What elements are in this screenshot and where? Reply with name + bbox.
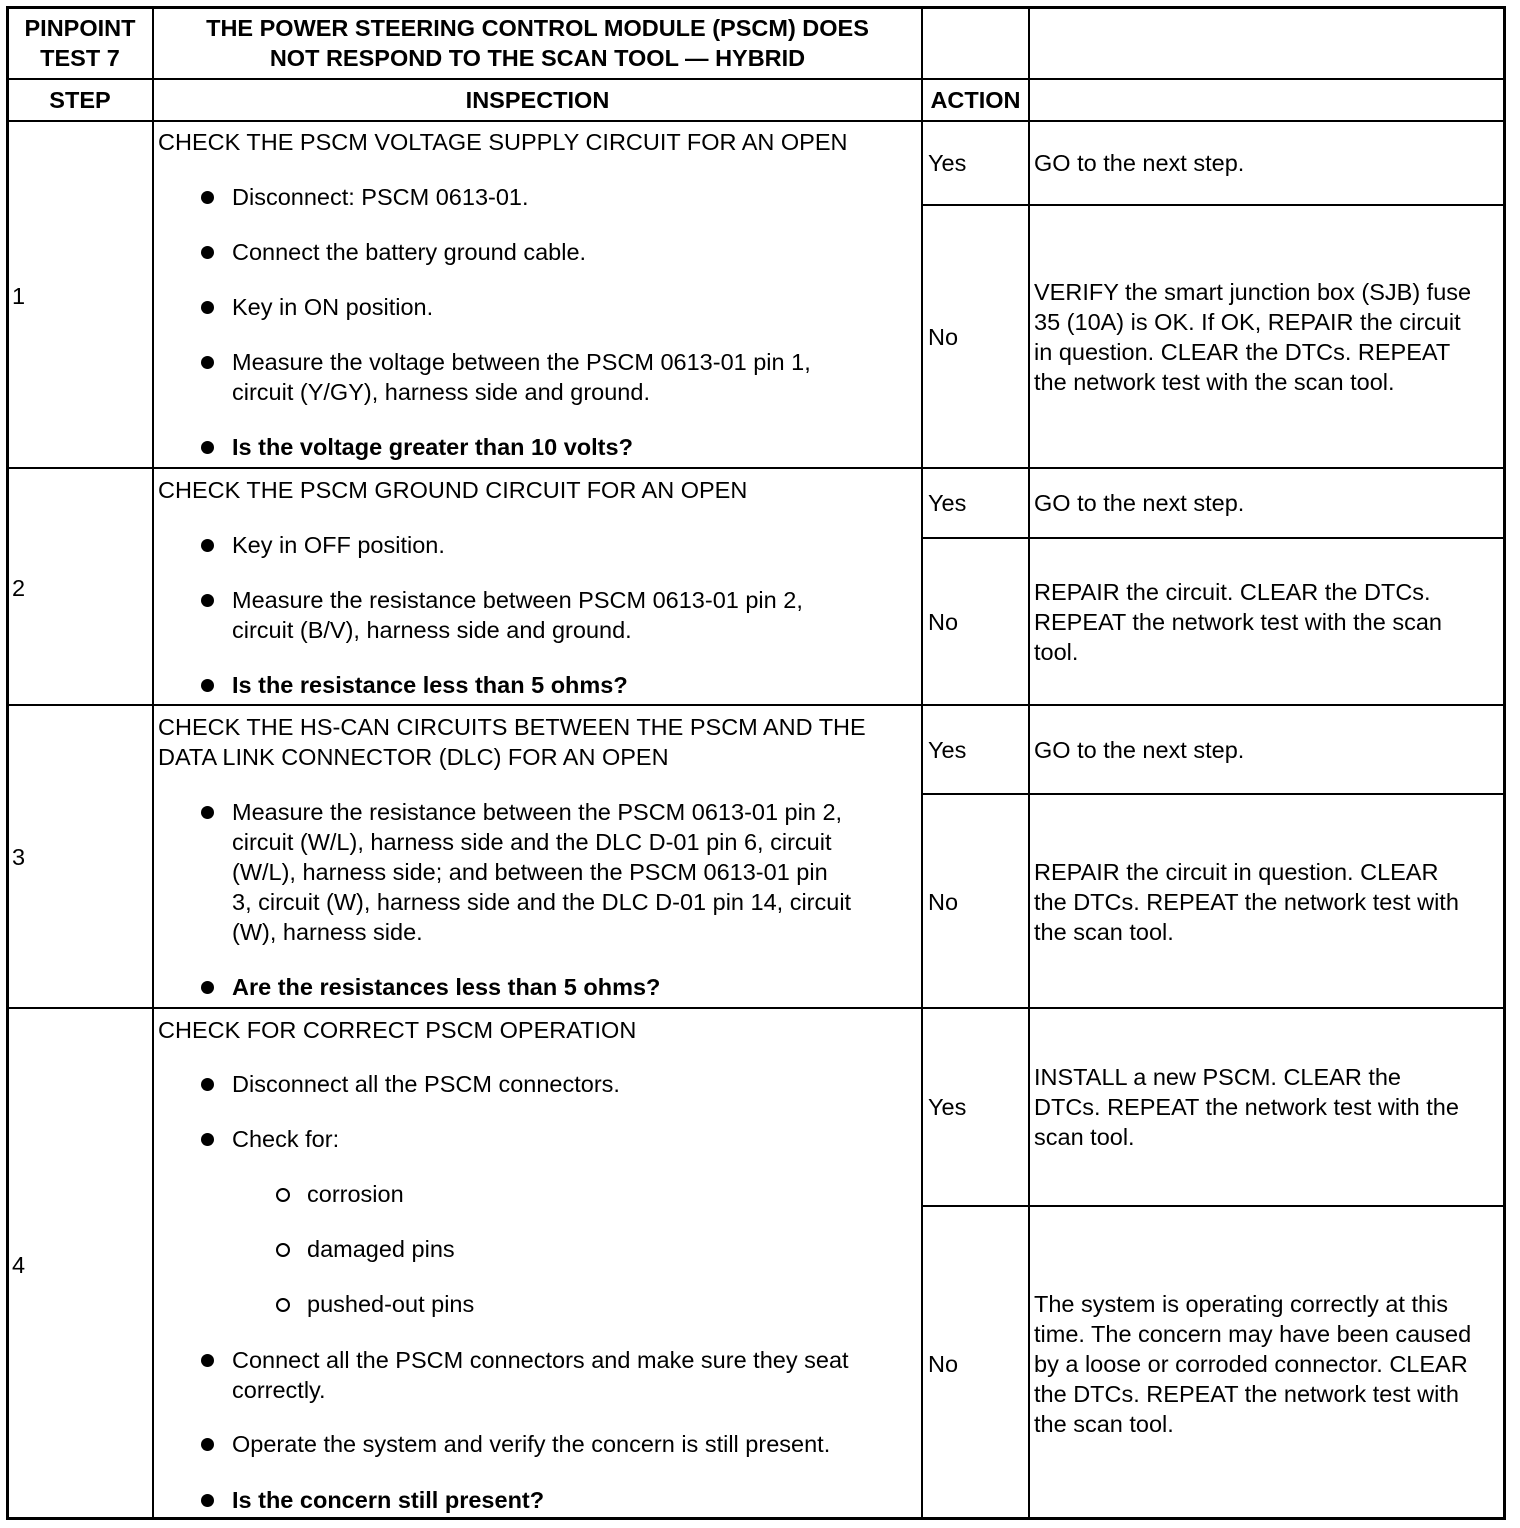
bullet-icon xyxy=(201,441,214,454)
list-item: Operate the system and verify the concern is still present. xyxy=(232,1431,831,1457)
yes-action: GO to the next step. xyxy=(1034,737,1245,763)
bullet-icon xyxy=(201,679,214,692)
yes-action: INSTALL a new PSCM. CLEAR the DTCs. REPEAT the network test with the scan tool. xyxy=(1034,1064,1459,1150)
divider xyxy=(8,1007,1504,1009)
question: Is the resistance less than 5 ohms? xyxy=(232,672,628,698)
bullet-icon xyxy=(201,301,214,314)
sub-list-item: pushed-out pins xyxy=(307,1291,475,1317)
step-number: 2 xyxy=(12,575,26,601)
yes-label: Yes xyxy=(928,737,967,763)
bullet-icon xyxy=(201,539,214,552)
step-title: CHECK THE PSCM VOLTAGE SUPPLY CIRCUIT FOR AN OPEN xyxy=(158,129,848,155)
list-item: Key in OFF position. xyxy=(232,532,445,558)
sub-list-item: corrosion xyxy=(307,1181,404,1207)
list-item: Measure the resistance between PSCM 0613-01 pin 2, circuit (B/V), harness side and ground. xyxy=(232,587,803,643)
step-title: CHECK FOR CORRECT PSCM OPERATION xyxy=(158,1017,637,1043)
bullet-icon xyxy=(201,1438,214,1451)
bullet-icon xyxy=(201,1494,214,1507)
step-number: 4 xyxy=(12,1252,26,1278)
yes-action: GO to the next step. xyxy=(1034,490,1245,516)
yes-label: Yes xyxy=(928,490,967,516)
bullet-icon xyxy=(201,246,214,259)
bullet-icon xyxy=(201,981,214,994)
divider xyxy=(8,120,1504,122)
no-action: REPAIR the circuit. CLEAR the DTCs. REPEAT the network test with the scan tool. xyxy=(1034,579,1442,665)
page-title: THE POWER STEERING CONTROL MODULE (PSCM) DOES NOT RESPOND TO THE SCAN TOOL — HYBRID xyxy=(206,15,869,71)
list-item: Connect all the PSCM connectors and make sure they seat correctly. xyxy=(232,1347,849,1403)
divider xyxy=(921,1205,1504,1207)
sub-bullet-icon xyxy=(276,1243,290,1257)
bullet-icon xyxy=(201,1078,214,1091)
divider xyxy=(152,8,154,1518)
divider xyxy=(921,537,1504,539)
step-number: 3 xyxy=(12,844,26,870)
no-label: No xyxy=(928,609,959,635)
question: Is the concern still present? xyxy=(232,1487,545,1513)
bullet-icon xyxy=(201,1354,214,1367)
pinpoint-label: PINPOINT TEST 7 xyxy=(24,15,136,71)
no-action: The system is operating correctly at this time. The concern may have been caused by a loose or corroded connector. CLEAR the DTCs. REPEAT the network test with the scan tool. xyxy=(1034,1291,1472,1437)
divider xyxy=(8,78,1504,80)
no-label: No xyxy=(928,324,959,350)
column-header-action: ACTION xyxy=(930,87,1021,113)
no-action: VERIFY the smart junction box (SJB) fuse 35 (10A) is OK. If OK, REPAIR the circuit in question. CLEAR the DTCs. REPEAT the network test with the scan tool. xyxy=(1034,279,1472,395)
list-item: Measure the resistance between the PSCM 0613-01 pin 2, circuit (W/L), harness side and the DLC D-01 pin 6, circuit (W/L), harness side; and between the PSCM 0613-01 pin 3, circuit (W), harness side and the DLC D-01 pin 14, circuit (W), harness side. xyxy=(232,799,852,945)
step-number: 1 xyxy=(12,283,26,309)
column-header-step: STEP xyxy=(49,87,111,113)
bullet-icon xyxy=(201,356,214,369)
divider xyxy=(921,793,1504,795)
bullet-icon xyxy=(201,191,214,204)
yes-action: GO to the next step. xyxy=(1034,150,1245,176)
bullet-icon xyxy=(201,806,214,819)
sub-bullet-icon xyxy=(276,1298,290,1312)
step-title: CHECK THE HS-CAN CIRCUITS BETWEEN THE PSCM AND THE DATA LINK CONNECTOR (DLC) FOR AN OPEN xyxy=(158,714,866,770)
list-item: Connect the battery ground cable. xyxy=(232,239,587,265)
sub-list-item: damaged pins xyxy=(307,1236,455,1262)
list-item: Disconnect: PSCM 0613-01. xyxy=(232,184,529,210)
bullet-icon xyxy=(201,1133,214,1146)
divider xyxy=(1028,8,1030,1518)
question: Is the voltage greater than 10 volts? xyxy=(232,434,633,460)
sub-bullet-icon xyxy=(276,1188,290,1202)
divider xyxy=(8,467,1504,469)
no-action: REPAIR the circuit in question. CLEAR the DTCs. REPEAT the network test with the scan tool. xyxy=(1034,859,1459,945)
list-item: Check for: xyxy=(232,1126,340,1152)
bullet-icon xyxy=(201,594,214,607)
column-header-inspection: INSPECTION xyxy=(465,87,610,113)
yes-label: Yes xyxy=(928,1094,967,1120)
divider xyxy=(921,204,1504,206)
divider xyxy=(8,704,1504,706)
step-title: CHECK THE PSCM GROUND CIRCUIT FOR AN OPEN xyxy=(158,477,748,503)
no-label: No xyxy=(928,889,959,915)
list-item: Measure the voltage between the PSCM 0613-01 pin 1, circuit (Y/GY), harness side and ground. xyxy=(232,349,811,405)
list-item: Disconnect all the PSCM connectors. xyxy=(232,1071,620,1097)
yes-label: Yes xyxy=(928,150,967,176)
question: Are the resistances less than 5 ohms? xyxy=(232,974,661,1000)
list-item: Key in ON position. xyxy=(232,294,434,320)
no-label: No xyxy=(928,1351,959,1377)
divider xyxy=(921,8,923,1518)
